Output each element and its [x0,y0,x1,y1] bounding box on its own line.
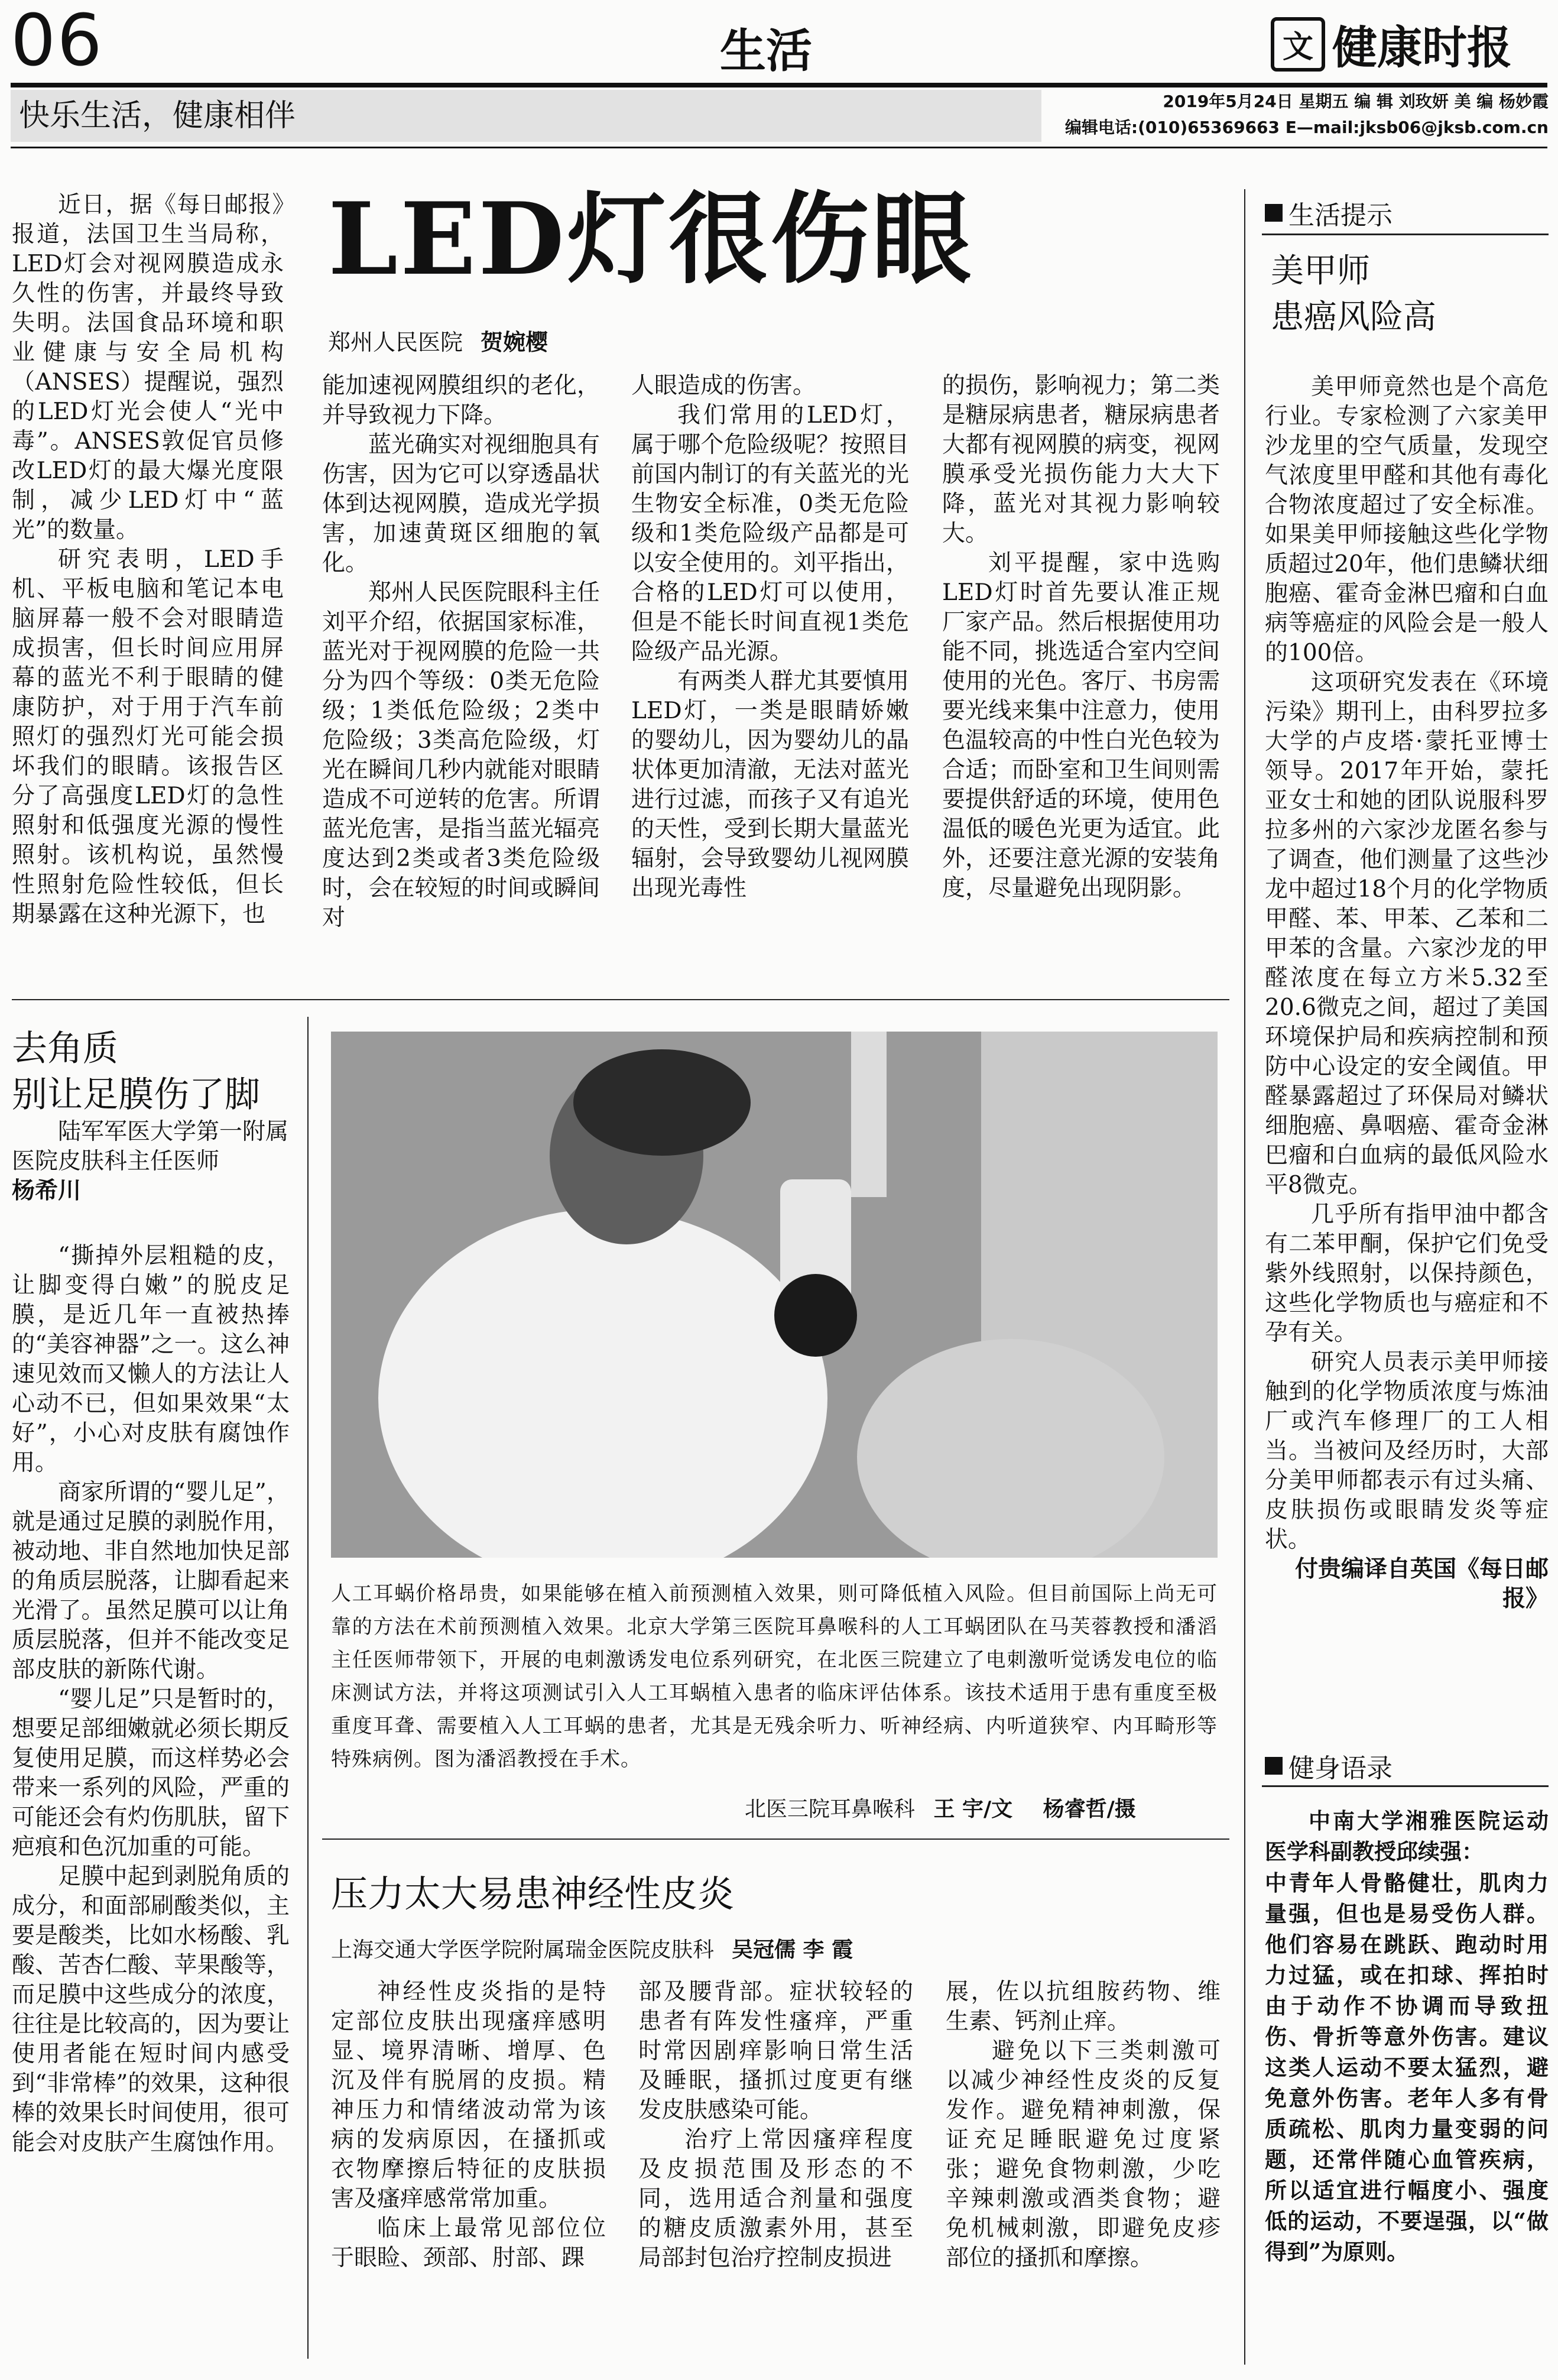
sidebar-box1-title: 美甲师 患癌风险高 [1271,252,1436,336]
byline-author: 吴冠儒 李 霞 [732,1938,853,1962]
credit-photo: 杨睿哲/摄 [1043,1797,1136,1821]
paragraph: “婴儿足”只是暂时的，想要足部细嫩就必须长期反复使用足膜，而这样势必会带来一系列的风险，严重的可能还会有灼伤肌肤，留下疤痕和色沉加重的可能。 [12,1686,290,1860]
column-divider [307,1017,309,2359]
byline-org: 上海交通大学医学院附属瑞金医院皮肤科 [331,1938,715,1962]
photo-caption: 人工耳蜗价格昂贵，如果能够在植入前预测植入效果，则可降低植入风险。但目前国际上尚无可靠的方法在术前预测植入效果。北京大学第三医院耳鼻喉科的人工耳蜗团队在马芙蓉教授和潘滔主任医师带领下，开展的电刺激诱发电位系列研究，在北医三院建立了电刺激听觉诱发电位的临床测试方法，并将这项测试引入人工耳蜗植入患者的临床评估体系。该技术适用于患有重度至极重度耳聋、需要植入人工耳蜗的患者，尤其是无残余听力、听神经病、内听道狭窄、内耳畸形等特殊病例。图为潘滔教授在手术。 [331,1582,1218,1771]
paragraph: 有两类人群尤其要慎用LED灯，一类是眼睛娇嫩的婴幼儿，因为婴幼儿的晶状体更加清澈，无法对蓝光进行过滤，而孩子又有追光的天性，受到长期大量蓝光辐射，会导致婴幼儿视网膜出现光毒性 [631,668,909,902]
photo-credit [745,1792,1136,1823]
header-rule [11,83,1547,87]
paragraph: 商家所谓的“婴儿足”，就是通过足膜的剥脱作用，被动地、非自然地加快足部的角质层脱落，让脚看起来光滑了。虽然足膜可以让角质层脱落，但并不能改变足部皮肤的新陈代谢。 [12,1479,290,1683]
foot-article-title: 去角质 别让足膜伤了脚 [12,1028,260,1116]
sidebar-box2-label: 健身语录 [1288,1753,1393,1784]
square-bullet-icon [1265,204,1283,222]
logo-icon: 文 [1271,17,1325,72]
sidebar-box2-header [1265,1747,1393,1785]
paragraph: 部及腰背部。症状较轻的患者有阵发性瘙痒，严重时常因剧痒影响日常生活及睡眠，搔抓过度更有继发皮肤感染可能。 [638,1979,913,2123]
paragraph: 的损伤，影响视力；第二类是糖尿病患者，糖尿病患者大都有视网膜的病变，视网膜承受光损伤能力大大下降，蓝光对其视力影响较大。 [942,372,1220,547]
derm-article-title: 压力太大易患神经性皮炎 [331,1872,735,1915]
paragraph: 能加速视网膜组织的老化，并导致视力下降。 [322,372,600,429]
page-number: 06 [11,0,103,82]
sidebar-box1-header [1265,194,1393,232]
sidebar-box1-body [1265,372,1549,1614]
paragraph: 蓝光确实对视细胞具有伤害，因为它可以穿透晶状体到达视网膜，造成光学损害，加速黄斑区细胞的氧化。 [322,432,600,576]
byline-author: 杨希川 [12,1178,82,1204]
column-divider [1244,189,1245,2365]
masthead-meta [1064,89,1549,141]
paragraph: 我们常用的LED灯，属于哪个危险级呢？按照目前国内制订的有关蓝光的光生物安全标准，0类无危险级和1类危险级产品都是可以安全使用的。刘平指出，合格的LED灯可以使用，但是不能长时间直视1类危险级产品光源。 [631,402,909,665]
section-divider [322,1838,1229,1840]
quote-text: 中青年人骨骼健壮，肌肉力量强，但也是易受伤人群。他们容易在跳跃、跑动时用力过猛，或在扣球、挥拍时由于动作不协调而导致扭伤、骨折等意外伤害。建议这类人运动不要太猛烈，避免意外伤害。老年人多有骨质疏松、肌肉力量变弱的问题，还常伴随心血管疾病，所以适宜进行幅度小、强度低的运动，不要逞强，以“做得到”为原则。 [1265,1870,1549,2265]
main-article-col3 [631,371,909,903]
byline-org: 陆军军医大学第一附属医院皮肤科主任医师 [12,1118,289,1175]
paragraph: 美甲师竟然也是个高危行业。专家检测了六家美甲沙龙里的空气质量，发现空气浓度里甲醛和其他有毒化合物浓度超过了安全标准。如果美甲师接触这些化学物质超过20年，他们患鳞状细胞癌、霍奇金淋巴瘤和白血病等癌症的风险会是一般人的100倍。 [1265,374,1549,666]
paragraph: 刘平提醒，家中选购LED灯时首先要认准正规厂家产品。然后根据使用功能不同，挑选适合室内空间使用的光色。客厅、书房需要光线来集中注意力，使用色温较高的中性白光色较为合适；而卧室和卫生间则需要提供舒适的环境，使用色温低的暖色光更为适宜。此外，还要注意光源的安装角度，尽量避免出现阴影。 [942,550,1220,902]
paragraph: 展，佐以抗组胺药物、维生素、钙剂止痒。 [946,1979,1221,2035]
paragraph: 足膜中起到剥脱角质的成分，和面部刷酸类似，主要是酸类，比如水杨酸、乳酸、苦杏仁酸、苹果酸等，而足膜中这些成分的浓度，往往是比较高的，因为要让使用者能在短时间内感受到“非常棒”的效果，这种很棒的效果长时间使用，很可能会对皮肤产生腐蚀作用。 [12,1863,290,2156]
paper-name: 健康时报 [1332,21,1512,74]
header-rule-2 [11,147,1547,148]
derm-article-col3 [946,1977,1221,2273]
paragraph: 神经性皮炎指的是特定部位皮肤出现瘙痒感明显、境界清晰、增厚、色沉及伴有脱屑的皮损。精神压力和情绪波动常为该病的发病原因，在搔抓或衣物摩擦后特征的皮肤损害及瘙痒感常常加重。 [331,1979,606,2212]
credit: 付贵编译自英国《每日邮报》 [1294,1556,1549,1612]
byline-author: 贺婉樱 [481,329,548,355]
section-divider [12,999,1229,1000]
paragraph: 研究人员表示美甲师接触到的化学物质浓度与炼油厂或汽车修理厂的工人相当。当被问及经历时，大部分美甲师都表示有过头痛、皮肤损伤或眼睛发炎等症状。 [1265,1349,1549,1553]
paragraph: 治疗上常因瘙痒程度及皮损范围及形态的不同，选用适合剂量和强度的糖皮质激素外用，甚至局部封包治疗控制皮损进 [638,2126,913,2271]
foot-article-byline [12,1117,290,1206]
paragraph: 人眼造成的伤害。 [631,372,816,399]
paragraph: 临床上最常见部位位于眼睑、颈部、肘部、踝 [331,2215,606,2271]
credit-org: 北医三院耳鼻喉科 [745,1797,916,1821]
sidebar-box2-body [1265,1806,1549,2267]
paragraph: 避免以下三类刺激可以减少神经性皮炎的反复发作。避免精神刺激，保证充足睡眠避免过度紧张；避免食物刺激，少吃辛辣刺激或酒类食物；避免机械刺激，即避免皮疹部位的搔抓和摩擦。 [946,2038,1221,2271]
paragraph: 几乎所有指甲油中都含有二苯甲酮，保护它们免受紫外线照射，以保持颜色，这些化学物质也与癌症和不孕有关。 [1265,1201,1549,1346]
credit-text: 王 宇/文 [933,1797,1013,1821]
quote-lead: 中南大学湘雅医院运动医学科副教授邱续强： [1265,1808,1549,1865]
derm-article-byline [331,1933,853,1963]
contact-line: 编辑电话:(010)65369663 E—mail:jksb06@jksb.com.cn [1064,118,1549,137]
main-article-byline [328,324,548,356]
byline-org: 郑州人民医院 [328,329,463,355]
main-article-col2 [322,371,600,933]
main-article-title: LED灯很伤眼 [328,180,973,297]
paragraph: “撕掉外层粗糙的皮，让脚变得白嫩”的脱皮足膜，是近几年一直被热捧的“美容神器”之一。这么神速见效而又懒人的方法让人心动不已，但如果效果“太好”，小心对皮肤有腐蚀作用。 [12,1243,290,1476]
paragraph: 近日，据《每日邮报》报道，法国卫生当局称，LED灯会对视网膜造成永久性的伤害，并最终导致失明。法国食品环境和职业健康与安全局机构（ANSES）提醒说，强烈的LED灯光会使人“光中毒”。ANSES敦促官员修改LED灯的最大爆光度限制，减少LED灯中“蓝光”的数量。 [12,192,284,543]
paragraph: 郑州人民医院眼科主任刘平介绍，依据国家标准，蓝光对于视网膜的危险一共分为四个等级：0类无危险级；1类低危险级；2类中危险级；3类高危险级，灯光在瞬间几秒内就能对眼睛造成不可逆转的危害。所谓蓝光危害，是指当蓝光辐亮度达到2类或者3类危险级时，会在较短的时间或瞬间对 [322,579,600,931]
date-line: 2019年5月24日 星期五 编 辑 刘玫妍 美 编 杨妙霞 [1163,92,1549,111]
derm-article-col2 [638,1977,913,2273]
sidebar-box1-label: 生活提示 [1288,200,1393,231]
surgery-photo [331,1032,1218,1558]
foot-article-body [12,1241,290,2158]
section-title: 生活 [720,25,813,78]
sidebar-rule [1262,1785,1549,1787]
paragraph: 研究表明，LED手机、平板电脑和笔记本电脑屏幕一般不会对眼睛造成损害，但长时间应用屏幕的蓝光不利于眼睛的健康防护，对于用于汽车前照灯的强烈灯光可能会损坏我们的眼睛。该报告区分了高强度LED灯的急性照射和低强度光源的慢性照射。该机构说，虽然慢性照射危险性较低，但长期暴露在这种光源下，也 [12,546,284,928]
sidebar-rule [1262,234,1549,235]
square-bullet-icon [1265,1757,1283,1775]
paper-logo [1271,12,1512,76]
main-article-col4 [942,371,1220,903]
slogan: 快乐生活，健康相伴 [11,90,1041,142]
derm-article-col1 [331,1977,606,2273]
photo-illustration [331,1032,1218,1558]
main-article-intro [12,190,284,929]
paragraph: 这项研究发表在《环境污染》期刊上，由科罗拉多大学的卢皮塔·蒙托亚博士领导。2017年开始，蒙托亚女士和她的团队说服科罗拉多州的六家沙龙匿名参与了调查，他们测量了这些沙龙中超过18个月的化学物质甲醛、苯、甲苯、乙苯和二甲苯的含量。六家沙龙的甲醛浓度在每立方米5.32至20.6微克之间，超过了美国环境保护局和疾病控制和预防中心设定的安全阈值。甲醛暴露超过了环保局对鳞状细胞癌、鼻咽癌、霍奇金淋巴瘤和白血病的最低风险水平8微克。 [1265,669,1549,1198]
